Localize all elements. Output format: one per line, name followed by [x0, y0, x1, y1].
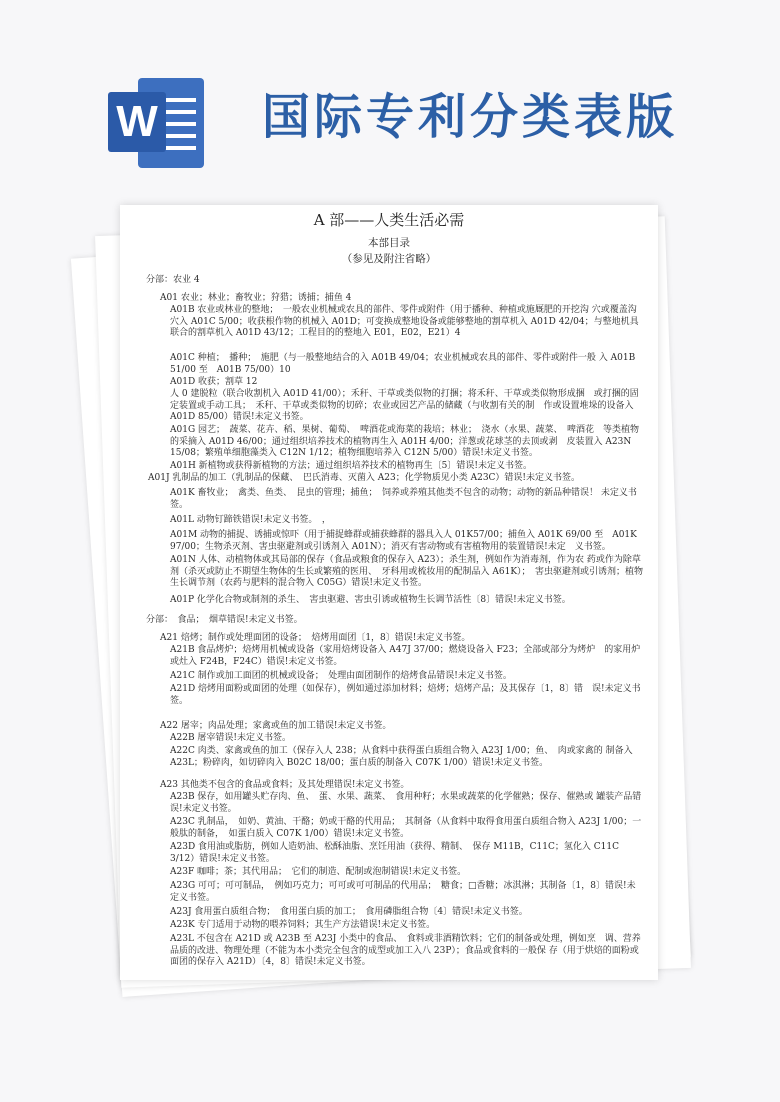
subclass-entry: A01M 动物的捕捉、诱捕或惊吓（用于捕捉蜂群或捕获蜂群的器具入人 01K57/00；捕鱼入 A01K 69/00 至 A01K 97/00；生物杀灭剂、害虫驱避剂或引诱剂入 A01N）；消灭有害动物或有害植物用的装置错误!未定 义书签。 [170, 530, 637, 552]
header-banner [0, 0, 780, 205]
class-entry: A22 屠宰；肉品处理；家禽或鱼的加工错误!未定义书签。 [160, 721, 392, 731]
document-subtitle: 本部目录 [368, 237, 410, 249]
subclass-entry: A23G 可可；可可制品， 例如巧克力；可可或可可制品的代用品； 糖食；□香糖；冰淇淋；其制备〔1，8〕错误!未定义书签。 [170, 881, 636, 903]
subclass-entry: 人 0 建脱粒（联合收割机入 A01D 41/00）；禾秆、干草或类似物的打捆；将禾秆、干草或类似物形成捆 或打捆的固定装置或手动工具； 禾秆、干草或类似物的切碎；农业或园艺产品的储藏（与收割有关的制 作或设置堆垛的设备入 A01D 85/00）错误!未定义书签。 [170, 389, 639, 423]
subclass-entry: A01D 收获；割草 12 [170, 377, 258, 387]
document-note: （参见及附注省略） [341, 253, 437, 265]
class-entry: A23 其他类不包含的食品或食料；及其处理错误!未定义书签。 [160, 780, 410, 790]
section-heading: 分部： 食品； 烟草错误!未定义书签。 [146, 615, 303, 625]
word-icon-letter: W [108, 92, 166, 152]
subclass-entry: A01N 人体、动植物体或其局部的保存（食品或粮食的保存入 A23）；杀生剂，例如作为消毒剂，作为农 药或作为除草剂（杀灭或防止不期望生物体的生长或繁殖的医用、 牙科用或梳妆用的配制品入 A61K）； 害虫驱避剂或引诱剂；植物生长调节剂（农药与肥料的混合物入 C05G）错误!未定义书签。 [170, 555, 644, 589]
subclass-entry: A23D 食用油或脂肪，例如人造奶油、松酥油脂、烹饪用油（获得、精制、 保存 M11B，C11C；氢化入 C11C 3/12）错误!未定义书签。 [170, 842, 619, 864]
class-entry: A21 焙烤；制作或处理面团的设备； 焙烤用面团〔1，8〕错误!未定义书签。 [160, 633, 471, 643]
subclass-entry: A21B 食品烤炉；焙烤用机械或设备（家用焙烤设备入 A47J 37/00；燃烧设备入 F23；全部或部分为烤炉 的家用炉或灶入 F24B，F24C）错误!未定义书签。 [170, 645, 641, 667]
document-title: A 部——人类生活必需 [313, 211, 465, 229]
subclass-entry: A01L 动物钉蹄铁错误!未定义书签。 ， [170, 515, 331, 525]
subclass-entry: A21D 焙烤用面粉或面团的处理（如保存），例如通过添加材料；焙烤；焙烤产品；及其保存〔1，8〕错 误!未定义书签。 [170, 684, 641, 706]
subclass-entry: A01C 种植； 播种； 施肥（与一般整地结合的入 A01B 49/04；农业机械或农具的部件、零件或附件一般 入 A01B 51/00 至 A01B 75/00）10 [170, 353, 636, 375]
subclass-entry: A23B 保存，如用罐头贮存肉、鱼、 蛋、水果、蔬菜、 食用种籽；水果或蔬菜的化学催熟；保存、催熟或 罐装产品错误!未定义书签。 [170, 792, 642, 814]
subclass-entry: A01K 畜牧业； 禽类、鱼类、 昆虫的管理；捕鱼； 饲养或养殖其他类不包含的动物；动物的新品种错误！ 未定义书签。 [170, 488, 637, 510]
subclass-entry: A22B 屠宰错误!未定义书签。 [170, 733, 292, 743]
subclass-entry: A23J 食用蛋白质组合物； 食用蛋白质的加工； 食用磷脂组合物〔4〕错误!未定义书签。 [170, 907, 528, 917]
subclass-entry: A01G 园艺； 蔬菜、花卉、稻、果树、葡萄、 啤酒花或海菜的栽培；林业； 浇水（水果、蔬菜、 啤酒花 等类植物的采摘入 A01D 46/00；通过组织培养技术的植物再生入 A01H 4/00；洋葱或花球茎的去顶或剥 皮装置入 A23N 15/08；繁殖单细胞藻类入 C12N 1/12；植物细胞培养入 C12N 5/00）错误!未定义书签。 [170, 425, 640, 459]
subclass-entry: A23F 咖啡；茶；其代用品； 它们的制造、配制或泡制错误!未定义书签。 [170, 867, 467, 877]
subclass-entry: A23L 不包含在 A21D 或 A23B 至 A23J 小类中的食品、 食料或非酒精饮料；它们的制备或处理，例如烹 调、营养品质的改进、物理处理（不能为本小类完全包含的成型或加工入八 23P）；食品或食料的一般保 存（用于烘焙的面粉或面团的保存入 A21D）〔4，8〕错误!未定义书签。 [170, 934, 641, 968]
subclass-entry: A22C 肉类、家禽或鱼的加工（保存入人 238；从食料中获得蛋白质组合物入 A23J 1/00；鱼、 肉或家禽的 制备入 A23L；粉碎肉，如切碎肉入 B02C 18/00；蛋白质的制备入 C07K 1/00）错误!未定义书签。 [170, 746, 633, 768]
subclass-entry: A01P 化学化合物或制剂的杀生、 害虫驱避、害虫引诱或植物生长调节活性〔8〕错误!未定义书签。 [170, 595, 571, 605]
subclass-entry: A23C 乳制品， 如奶、黄油、干酪；奶或干酪的代用品； 其制备（从食料中取得食用蛋白质组合物入 A23J 1/00；一般肽的制备， 如蛋白质入 C07K 1/00）错误!未定义书签。 [170, 817, 642, 839]
subclass-entry: A23K 专门适用于动物的喂养饲料；其生产方法错误!未定义书签。 [170, 920, 436, 930]
subclass-entry: A01B 农业或林业的整地； 一般农业机械或农具的部件、零件或附件（用于播种、种植或施厩肥的开挖沟 穴或覆盖沟穴入 A01C 5/00；收获根作物的机械入 A01D；可变换成整地设备或能够整地的割草机入 A01D 42/04；与整地机具联合的割草机入 A01D 43/12；工程目的的整地入 E01，E02，E21）4 [170, 305, 639, 339]
subclass-entry: A21C 制作或加工面团的机械或设备； 处理由面团制作的焙烤食品错误!未定义书签。 [170, 671, 512, 681]
document-page [120, 205, 658, 980]
subclass-entry: A01H 新植物或获得新植物的方法；通过组织培养技术的植物再生〔5〕错误!未定义书签。 [170, 461, 533, 471]
subclass-entry: A01J 乳制品的加工（乳制品的保藏、 巴氏消毒、灭菌入 A23；化学物质见小类 A23C）错误!未定义书签。 [148, 473, 581, 483]
banner-title: 国际专利分类表版 [262, 89, 679, 145]
word-document-icon [108, 74, 206, 172]
class-entry: A01 农业；林业；畜牧业；狩猎；诱捕；捕鱼 4 [160, 293, 352, 303]
section-heading: 分部：农业 4 [146, 275, 200, 285]
